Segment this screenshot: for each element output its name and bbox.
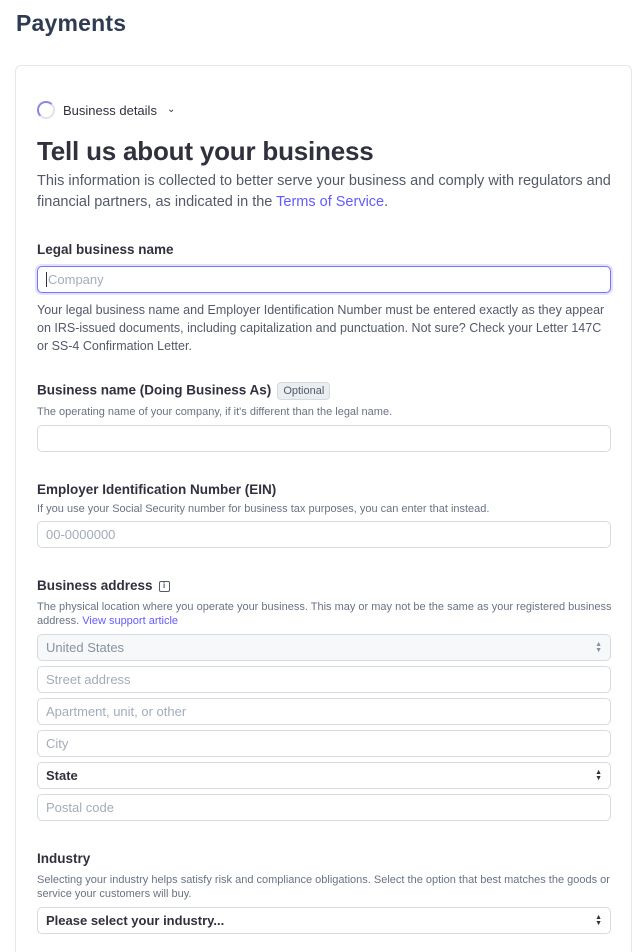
page-title: Payments (16, 10, 127, 36)
country-value: United States (46, 640, 125, 655)
info-icon[interactable]: i (159, 581, 170, 592)
state-select[interactable] (37, 762, 611, 789)
sort-up-icon: ▲ (595, 768, 602, 776)
address-hint-text: The physical location where you operate your business. This may or may not be the same as your registered business address. (37, 601, 612, 627)
loading-spinner-icon (37, 101, 55, 119)
select-arrows-icon (595, 770, 602, 782)
select-arrows-icon (595, 915, 602, 927)
industry-label: Industry (37, 851, 91, 866)
state-value: State (46, 768, 78, 783)
address-label (37, 578, 170, 593)
sort-down-icon: ▼ (595, 646, 602, 654)
sort-down-icon: ▼ (595, 774, 602, 782)
intro-text: This information is collected to better serve your business and comply with regulators and financial partners, as indicated in the (37, 173, 611, 210)
dba-input[interactable] (37, 425, 611, 452)
chevron-down-icon: ⌄ (166, 103, 176, 115)
street-address-input[interactable] (37, 666, 611, 693)
postal-placeholder: Postal code (46, 800, 114, 815)
legal-name-label: Legal business name (37, 242, 174, 257)
apartment-placeholder: Apartment, unit, or other (46, 704, 187, 719)
city-input[interactable] (37, 730, 611, 757)
legal-name-input[interactable] (37, 266, 611, 293)
address-hint (37, 600, 612, 628)
view-support-article-link[interactable]: View support article (82, 615, 179, 627)
city-placeholder: City (46, 736, 69, 751)
industry-select[interactable] (37, 907, 611, 934)
dba-label-text: Business name (Doing Business As) (37, 382, 272, 398)
dba-label (37, 382, 330, 400)
ein-hint: If you use your Social Security number for business tax purposes, you can enter that instead. (37, 503, 490, 515)
country-select[interactable] (37, 634, 611, 661)
step-label: Business details (63, 102, 157, 118)
text-cursor (46, 272, 47, 287)
terms-of-service-link[interactable]: Terms of Service (276, 194, 385, 210)
legal-name-placeholder: Company (48, 272, 104, 287)
postal-code-input[interactable] (37, 794, 611, 821)
industry-value: Please select your industry... (46, 913, 225, 928)
ein-input[interactable] (37, 521, 611, 548)
ein-label: Employer Identification Number (EIN) (37, 482, 277, 497)
sort-up-icon: ▲ (595, 640, 602, 648)
address-label-text: Business address (37, 578, 153, 593)
intro-end: . (384, 194, 389, 210)
street-placeholder: Street address (46, 672, 131, 687)
legal-name-help: Your legal business name and Employer Identification Number must be entered exactly as they appear on IRS-issued documents, including capitalization and punctuation. Not sure? Check your Letter 147C or SS-4 Confirmation Letter. (37, 303, 605, 353)
select-arrows-icon (595, 642, 602, 654)
onboarding-card (15, 65, 632, 952)
apartment-input[interactable] (37, 698, 611, 725)
sort-up-icon: ▲ (595, 913, 602, 921)
form-heading: Tell us about your business (37, 136, 374, 166)
ein-placeholder: 00-0000000 (46, 527, 116, 542)
sort-down-icon: ▼ (595, 919, 602, 927)
optional-badge: Optional (277, 382, 330, 400)
form-intro (37, 171, 612, 213)
industry-hint: Selecting your industry helps satisfy risk and compliance obligations. Select the option that best matches the goods or service your customers will buy. (37, 874, 610, 900)
dba-hint: The operating name of your company, if it's different than the legal name. (37, 406, 393, 418)
step-dropdown[interactable] (37, 101, 175, 119)
